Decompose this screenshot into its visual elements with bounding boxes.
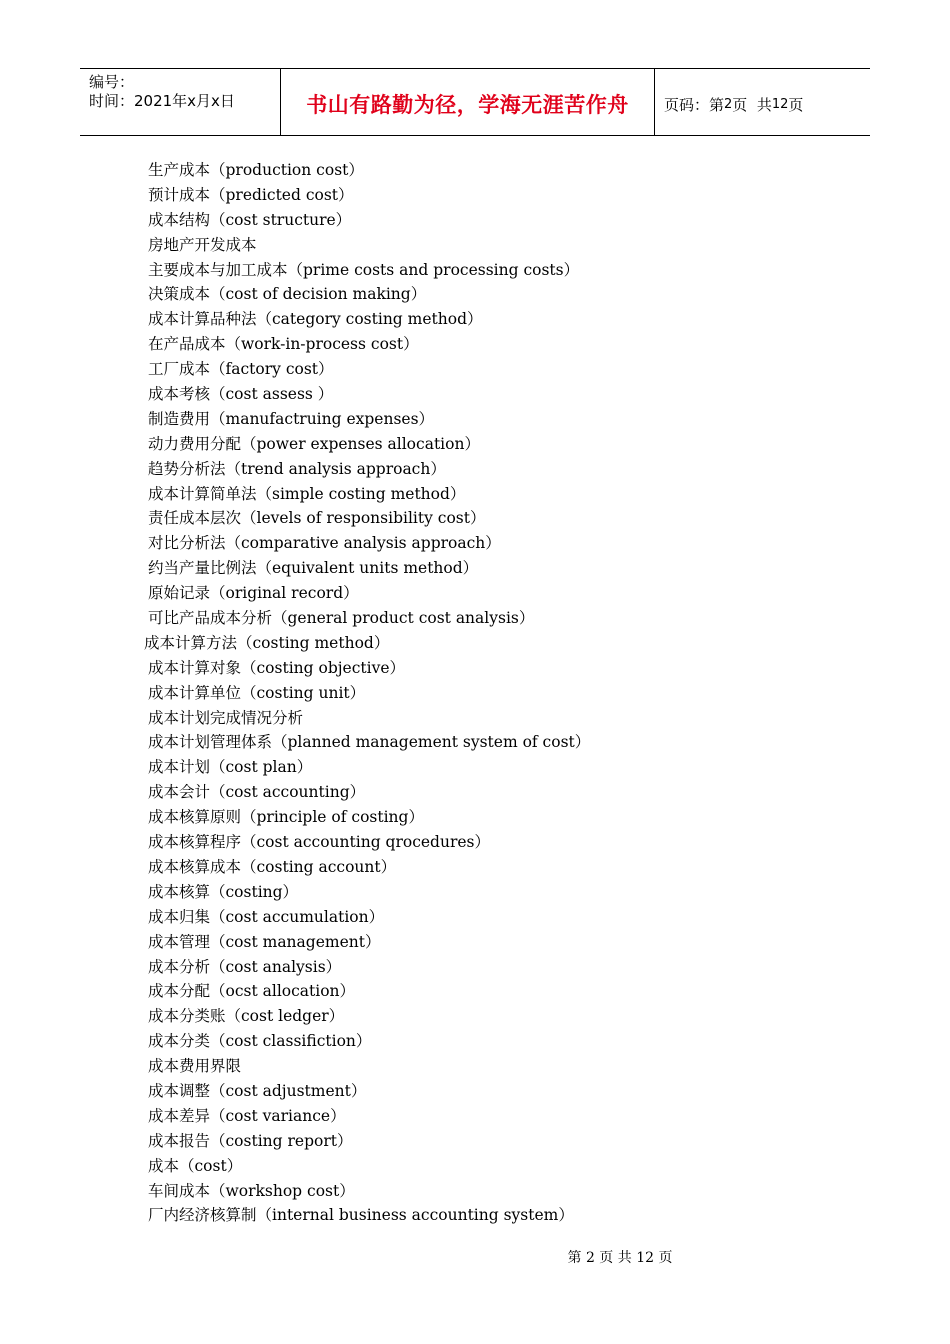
term-item: 预计成本（predicted cost） [148, 185, 354, 204]
term-item: 成本分析（cost analysis） [148, 957, 342, 976]
term-item: 成本计算品种法（category costing method） [148, 310, 483, 329]
term-item: 成本核算程序（cost accounting qrocedures） [148, 833, 490, 852]
term-item: 动力费用分配（power expenses allocation） [148, 434, 480, 453]
term-item: 约当产量比例法（equivalent units method） [148, 559, 479, 578]
term-item: 成本归集（cost accumulation） [148, 907, 385, 926]
term-item: 成本报告（costing report） [148, 1131, 353, 1150]
page-mid: 页 共 [732, 95, 772, 114]
term-item: 生产成本（production cost） [148, 161, 364, 179]
term-item: 成本核算（costing） [148, 882, 299, 901]
term-item: 工厂成本（factory cost） [148, 360, 334, 379]
term-item: 成本考核（cost assess ） [148, 385, 334, 404]
term-item: 成本调整（cost adjustment） [148, 1081, 367, 1100]
term-item: 成本计算简单法（simple costing method） [148, 484, 466, 503]
page-suffix: 页 [788, 95, 804, 114]
term-item: 成本差异（cost variance） [148, 1106, 346, 1125]
term-item: 成本分类（cost classifiction） [148, 1032, 372, 1051]
term-item: 成本会计（cost accounting） [148, 783, 366, 802]
page-footer: 第 2 页 共 12 页 [567, 1250, 673, 1266]
term-item: 成本计划完成情况分析 [148, 708, 304, 727]
document-number-label: 编号： [89, 73, 135, 91]
term-item: 可比产品成本分析（general product cost analysis） [148, 609, 535, 628]
term-item: 制造费用（manufactruing expenses） [148, 409, 435, 428]
term-item: 对比分析法（comparative analysis approach） [148, 534, 501, 553]
page-current: 2 [724, 96, 733, 112]
page-total: 12 [771, 96, 789, 112]
term-item: 成本费用界限 [148, 1057, 242, 1076]
header-motto: 书山有路勤为径，学海无涯苦作舟 [281, 69, 655, 135]
term-item: 车间成本（workshop cost） [148, 1181, 355, 1200]
term-list [144, 158, 848, 1228]
term-item: 责任成本层次（levels of responsibility cost） [148, 509, 486, 528]
term-item: 成本计划（cost plan） [148, 758, 313, 777]
term-item: 成本计算单位（costing unit） [148, 683, 366, 702]
term-item: 决策成本（cost of decision making） [148, 285, 427, 304]
header-meta [80, 69, 281, 135]
term-item: 主要成本与加工成本（prime costs and processing costs） [148, 260, 580, 279]
term-item: 成本计算方法（costing method） [144, 633, 390, 652]
term-item: 成本计划管理体系（planned management system of cost） [148, 733, 591, 752]
term-item: 成本结构（cost structure） [148, 210, 352, 229]
term-item: 成本核算成本（costing account） [148, 857, 397, 876]
document-time-label: 时间：2021年x月x日 [89, 92, 235, 110]
term-item: 在产品成本（work-in-process cost） [148, 335, 419, 354]
term-item: 房地产开发成本 [148, 235, 257, 254]
term-item: 成本管理（cost management） [148, 932, 381, 951]
header-page-info [655, 69, 870, 135]
term-item: 成本分配（ocst allocation） [148, 982, 356, 1001]
page-prefix: 页码：第 [664, 95, 725, 114]
term-item: 成本计算对象（costing objective） [148, 658, 406, 677]
term-item: 趋势分析法（trend analysis approach） [148, 459, 446, 478]
term-item: 成本核算原则（principle of costing） [148, 808, 424, 827]
term-item: 原始记录（original record） [148, 584, 359, 603]
term-item: 成本分类账（cost ledger） [148, 1007, 345, 1026]
page-header [80, 68, 870, 136]
term-item: 厂内经济核算制（internal business accounting system） [148, 1206, 574, 1225]
term-item: 成本（cost） [148, 1156, 243, 1175]
